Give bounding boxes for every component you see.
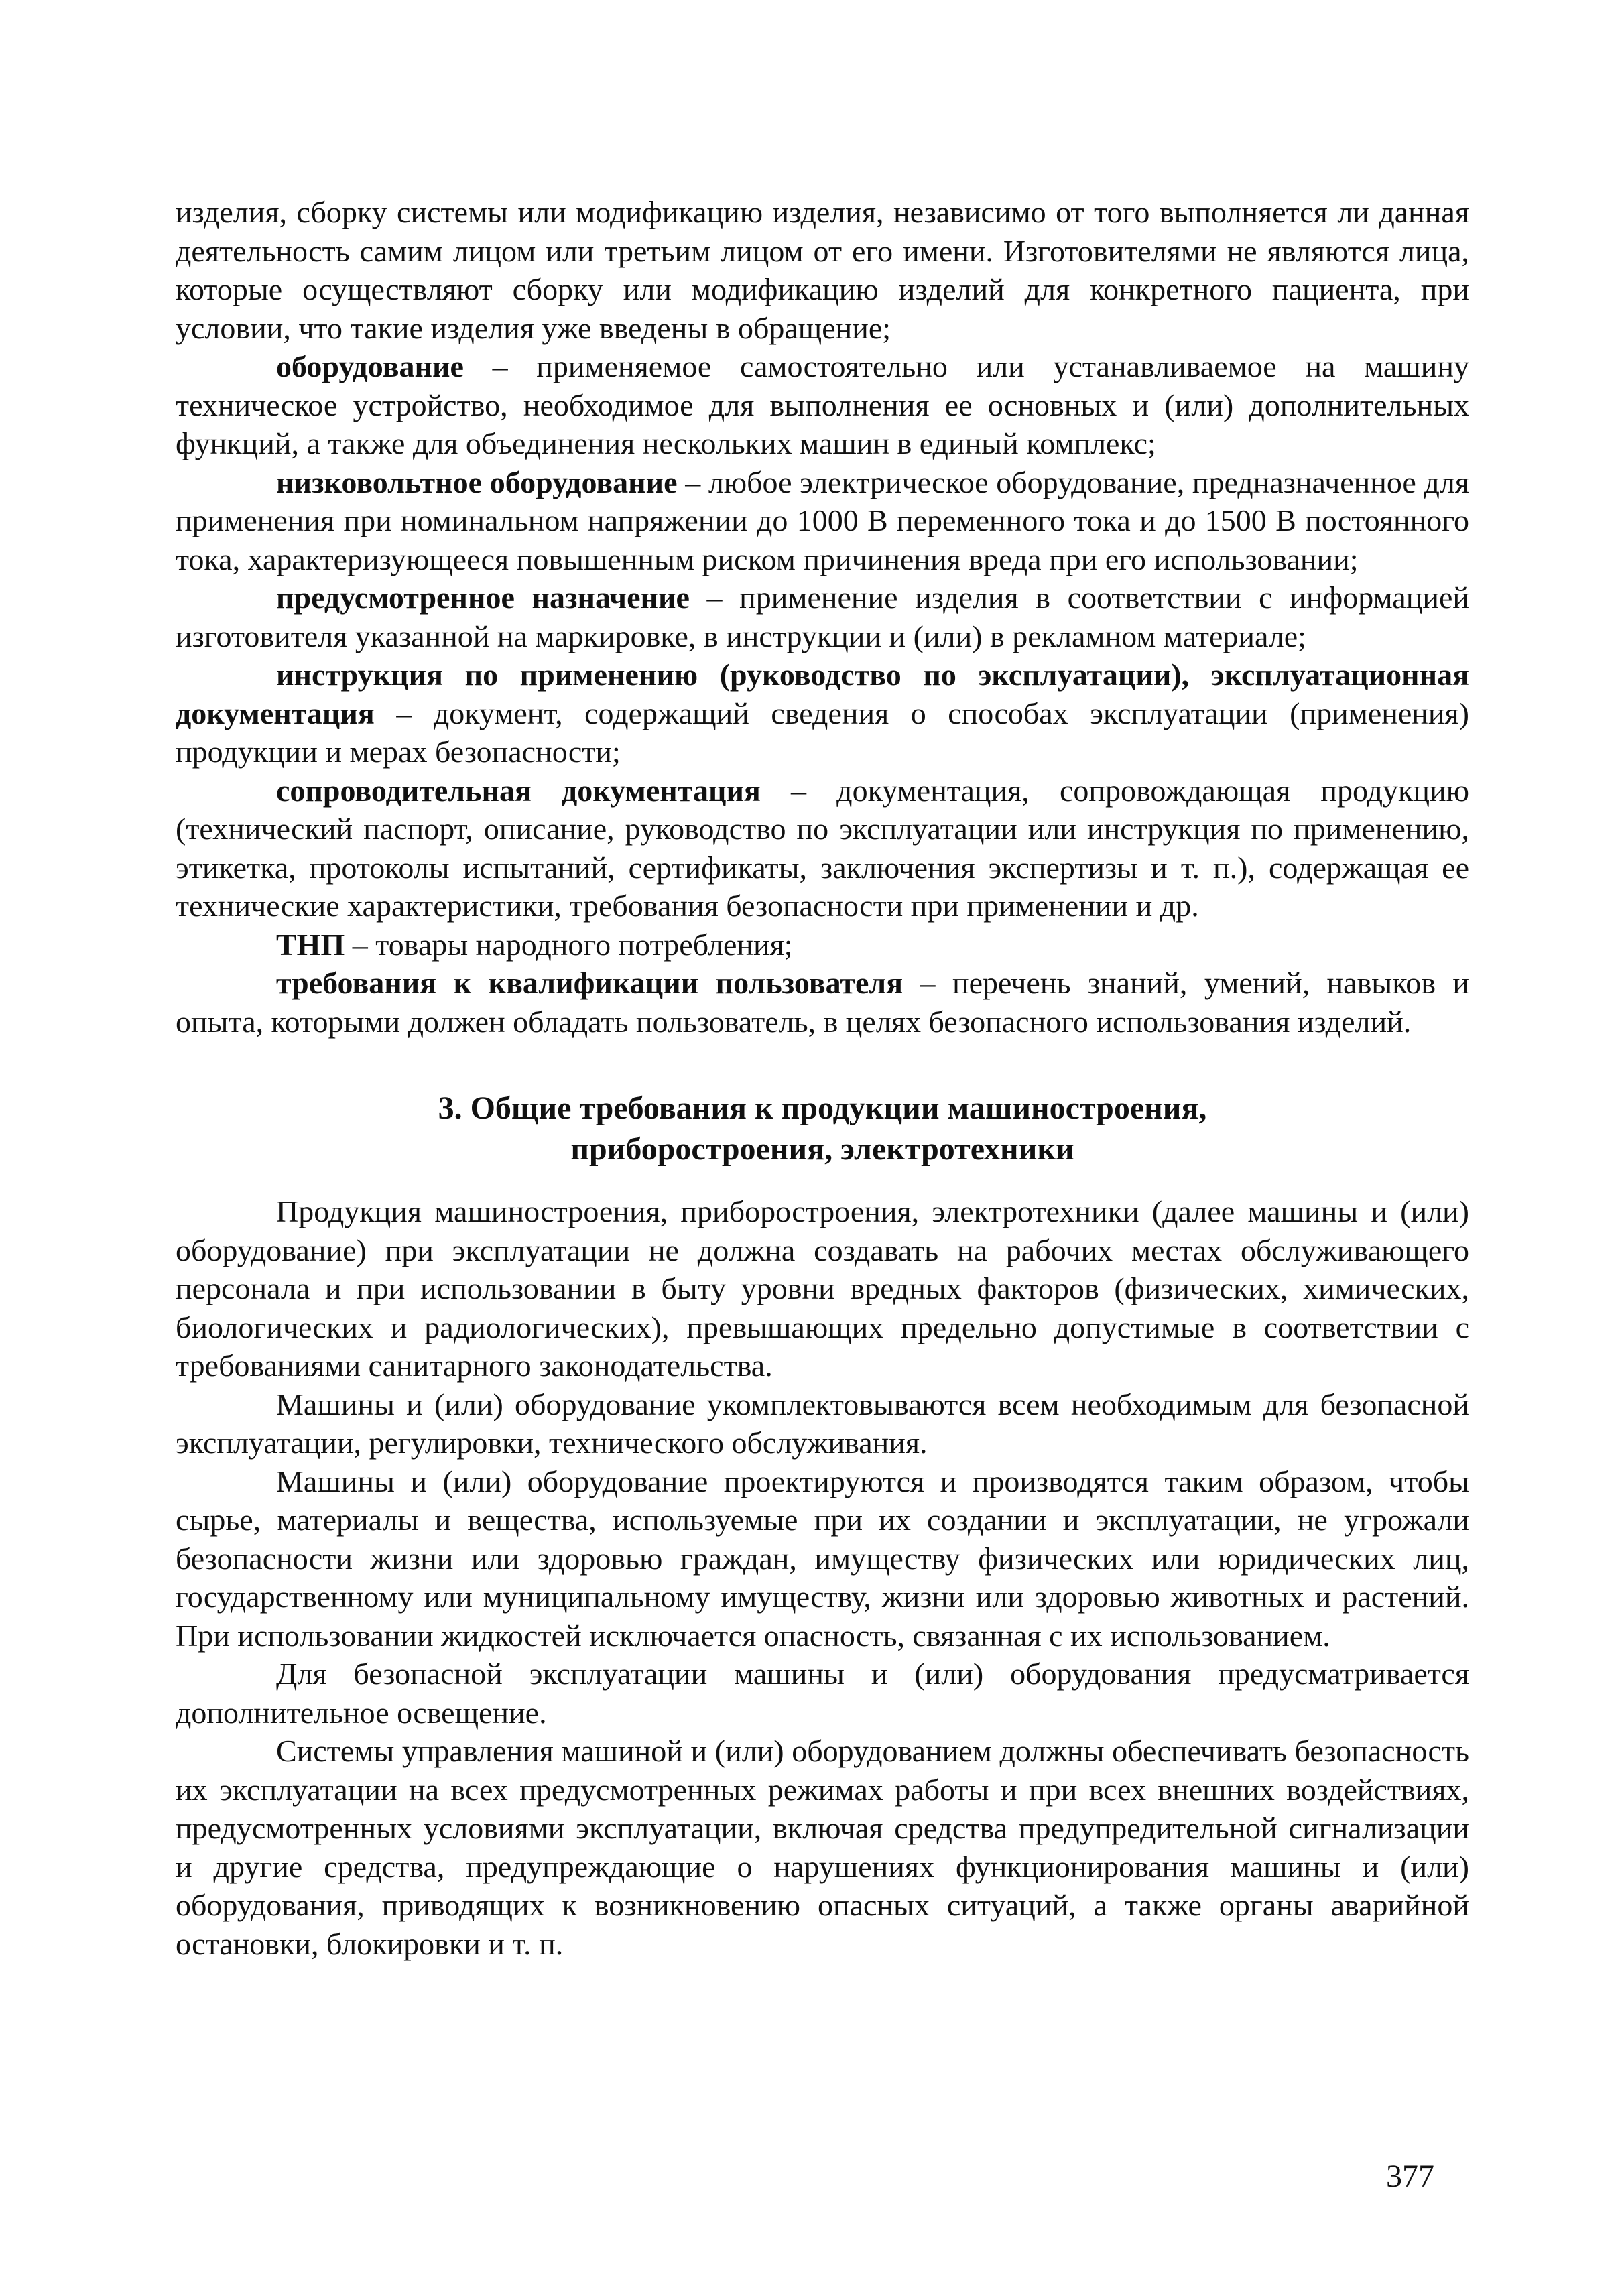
definition-text: – документация, сопровождающая продукцию (технический паспорт, описание, руководство по эксплуатации или инструкция по применению, этикетка, протоколы испытаний, сертификаты, заключения экспертизы и т. п.), содержащая ее технические характеристики, требования безопасности при применении и др. bbox=[176, 773, 1469, 923]
section-heading-line-1: 3. Общие требования к продукции машиностроения, bbox=[438, 1090, 1207, 1126]
section-paragraph: Для безопасной эксплуатации машины и (или) оборудования предусматривается дополнительное освещение. bbox=[176, 1657, 1469, 1730]
definition-text: – товары народного потребления; bbox=[345, 927, 793, 962]
page-body bbox=[176, 193, 1469, 1963]
section-paragraph: Продукция машиностроения, приборостроения, электротехники (далее машины и (или) оборудование) при эксплуатации не должна создавать на рабочих местах обслуживающего персонала и при использовании в быту уровни вредных факторов (физических, химических, биологических и радиологических), превышающих предельно допустимые в соответствии с требованиями санитарного законодательства. bbox=[176, 1194, 1469, 1383]
definition-paragraph bbox=[176, 771, 1469, 926]
definitions-intro-paragraph: изделия, сборку системы или модификацию изделия, независимо от того выполняется ли данная деятельность самим лицом или третьим лицом от его имени. Изготовителями не являются лица, которые осуществляют сборку или модификацию изделий для конкретного пациента, при условии, что такие изделия уже введены в обращение; bbox=[176, 195, 1469, 345]
definition-paragraph bbox=[176, 463, 1469, 579]
page-number: 377 bbox=[1386, 2159, 1434, 2194]
section-heading bbox=[176, 1088, 1469, 1169]
section-paragraph: Машины и (или) оборудование укомплектовываются всем необходимым для безопасной эксплуатации, регулировки, технического обслуживания. bbox=[176, 1387, 1469, 1460]
definition-term: низковольтное оборудование bbox=[276, 464, 678, 499]
definition-term: ТНП bbox=[276, 927, 345, 962]
definition-paragraph bbox=[176, 964, 1469, 1041]
definition-term: сопроводительная документация bbox=[276, 773, 761, 808]
definition-paragraph bbox=[176, 926, 1469, 964]
definition-text: – применение изделия в соответствии с информацией изготовителя указанной на маркировке, в инструкции и (или) в рекламном материале; bbox=[176, 580, 1469, 653]
definition-term: оборудование bbox=[276, 349, 464, 383]
definition-term: предусмотренное назначение bbox=[276, 580, 690, 615]
definition-text: – документ, содержащий сведения о способах эксплуатации (применения) продукции и мерах безопасности; bbox=[176, 696, 1469, 769]
definition-term: требования к квалификации пользователя bbox=[276, 966, 903, 1000]
definition-text: – применяемое самостоятельно или устанавливаемое на машину техническое устройство, необходимое для выполнения ее основных и (или) дополнительных функций, а также для объединения нескольких машин в единый комплекс; bbox=[176, 349, 1469, 460]
definition-paragraph bbox=[176, 578, 1469, 655]
section-heading-line-2: приборостроения, электротехники bbox=[570, 1131, 1074, 1167]
section-paragraph: Машины и (или) оборудование проектируются и производятся таким образом, чтобы сырье, материалы и вещества, используемые при их создании и эксплуатации, не угрожали безопасности жизни или здоровью граждан, имуществу физических или юридических лиц, государственному или муниципальному имуществу, жизни или здоровью животных и растений. При использовании жидкостей исключается опасность, связанная с их использованием. bbox=[176, 1464, 1469, 1653]
section-paragraph: Системы управления машиной и (или) оборудованием должны обеспечивать безопасность их эксплуатации на всех предусмотренных режимах работы и при всех внешних воздействиях, предусмотренных условиями эксплуатации, включая средства предупредительной сигнализации и другие средства, предупреждающие о нарушениях функционирования машины и (или) оборудования, приводящих к возникновению опасных ситуаций, а также органы аварийной остановки, блокировки и т. п. bbox=[176, 1734, 1469, 1961]
definition-paragraph bbox=[176, 655, 1469, 771]
definition-text: – любое электрическое оборудование, предназначенное для применения при номинальном напряжении до 1000 В переменного тока и до 1500 В постоянного тока, характеризующееся повышенным риском причинения вреда при его использовании; bbox=[176, 464, 1469, 576]
definition-text: – перечень знаний, умений, навыков и опыта, которыми должен обладать пользователь, в целях безопасного использования изделий. bbox=[176, 966, 1469, 1039]
definition-term: инструкция по применению (руководство по эксплуатации), эксплуатационная документация bbox=[176, 657, 1469, 730]
definition-paragraph bbox=[176, 347, 1469, 463]
